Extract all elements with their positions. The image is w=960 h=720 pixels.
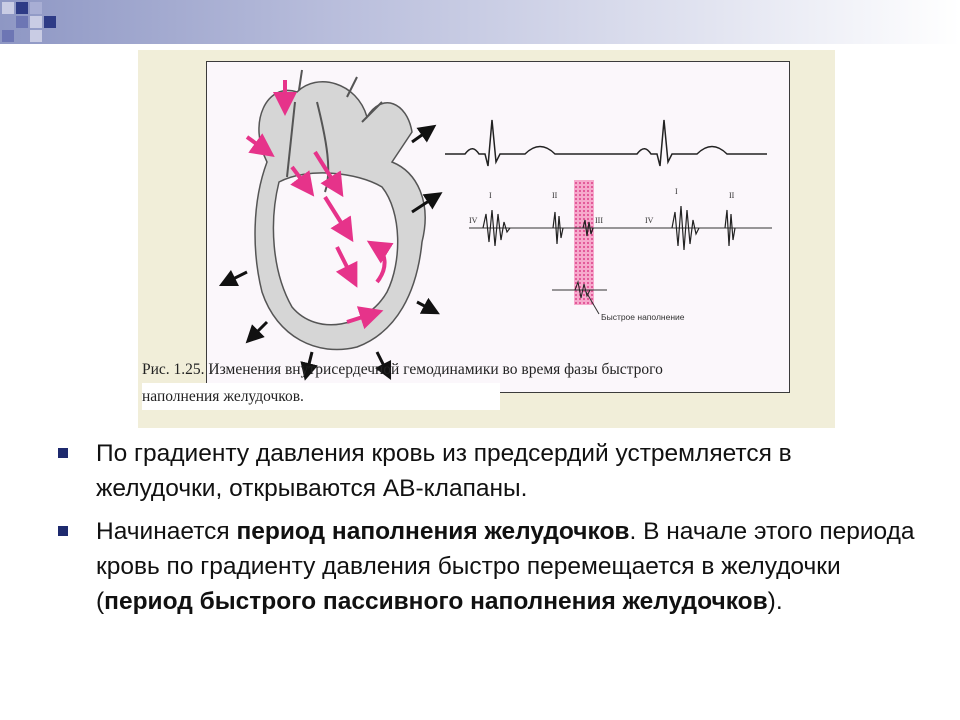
phonocardiogram-trace: [469, 206, 772, 314]
sound-label-iii: III: [595, 216, 603, 225]
figure-caption: [142, 356, 830, 410]
decor-square: [2, 2, 14, 14]
bullet-text-part: ).: [767, 588, 783, 615]
sound-label-i-1: I: [489, 191, 492, 200]
bullet-square-icon: [58, 526, 68, 536]
figure-panel: [138, 50, 835, 428]
bullet-text: По градиенту давления кровь из предсердий устремляется в желудочки, открываются АВ-клапаны.: [96, 440, 792, 502]
sound-label-i-2: I: [675, 187, 678, 196]
decor-square: [16, 16, 28, 28]
bullet-list: [58, 436, 918, 627]
figure-image: [206, 61, 790, 393]
bullet-bold-term: период наполнения желудочков: [236, 518, 630, 545]
bullet-item: [58, 436, 918, 506]
decor-square: [2, 30, 14, 42]
header-gradient-band: [0, 0, 960, 44]
sound-label-iv-2: IV: [645, 216, 654, 225]
decor-square: [30, 16, 42, 28]
bullet-square-icon: [58, 448, 68, 458]
fast-filling-label: Быстрое наполнение: [601, 312, 685, 322]
decor-square: [30, 2, 42, 14]
decor-square: [30, 30, 42, 42]
bullet-bold-term: период быстрого пассивного наполнения желудочков: [104, 588, 768, 615]
bullet-text-part: Начинается: [96, 518, 237, 545]
decor-square: [16, 2, 28, 14]
sound-label-iv-1: IV: [469, 216, 478, 225]
caption-line-2: наполнения желудочков.: [142, 383, 500, 410]
bullet-text-part: . В начале этого периода кровь по градиенту давления быстро перемещается в желудочки (: [96, 518, 915, 615]
heart-illustration: [255, 70, 425, 350]
ecg-trace: [445, 120, 767, 166]
bullet-item: [58, 514, 918, 619]
sound-label-ii-2: II: [729, 191, 735, 200]
caption-line-1: Рис. 1.25. Изменения внутрисердечной гемодинамики во время фазы быстрого: [142, 361, 663, 378]
sound-label-ii-1: II: [552, 191, 558, 200]
decor-square: [44, 16, 56, 28]
